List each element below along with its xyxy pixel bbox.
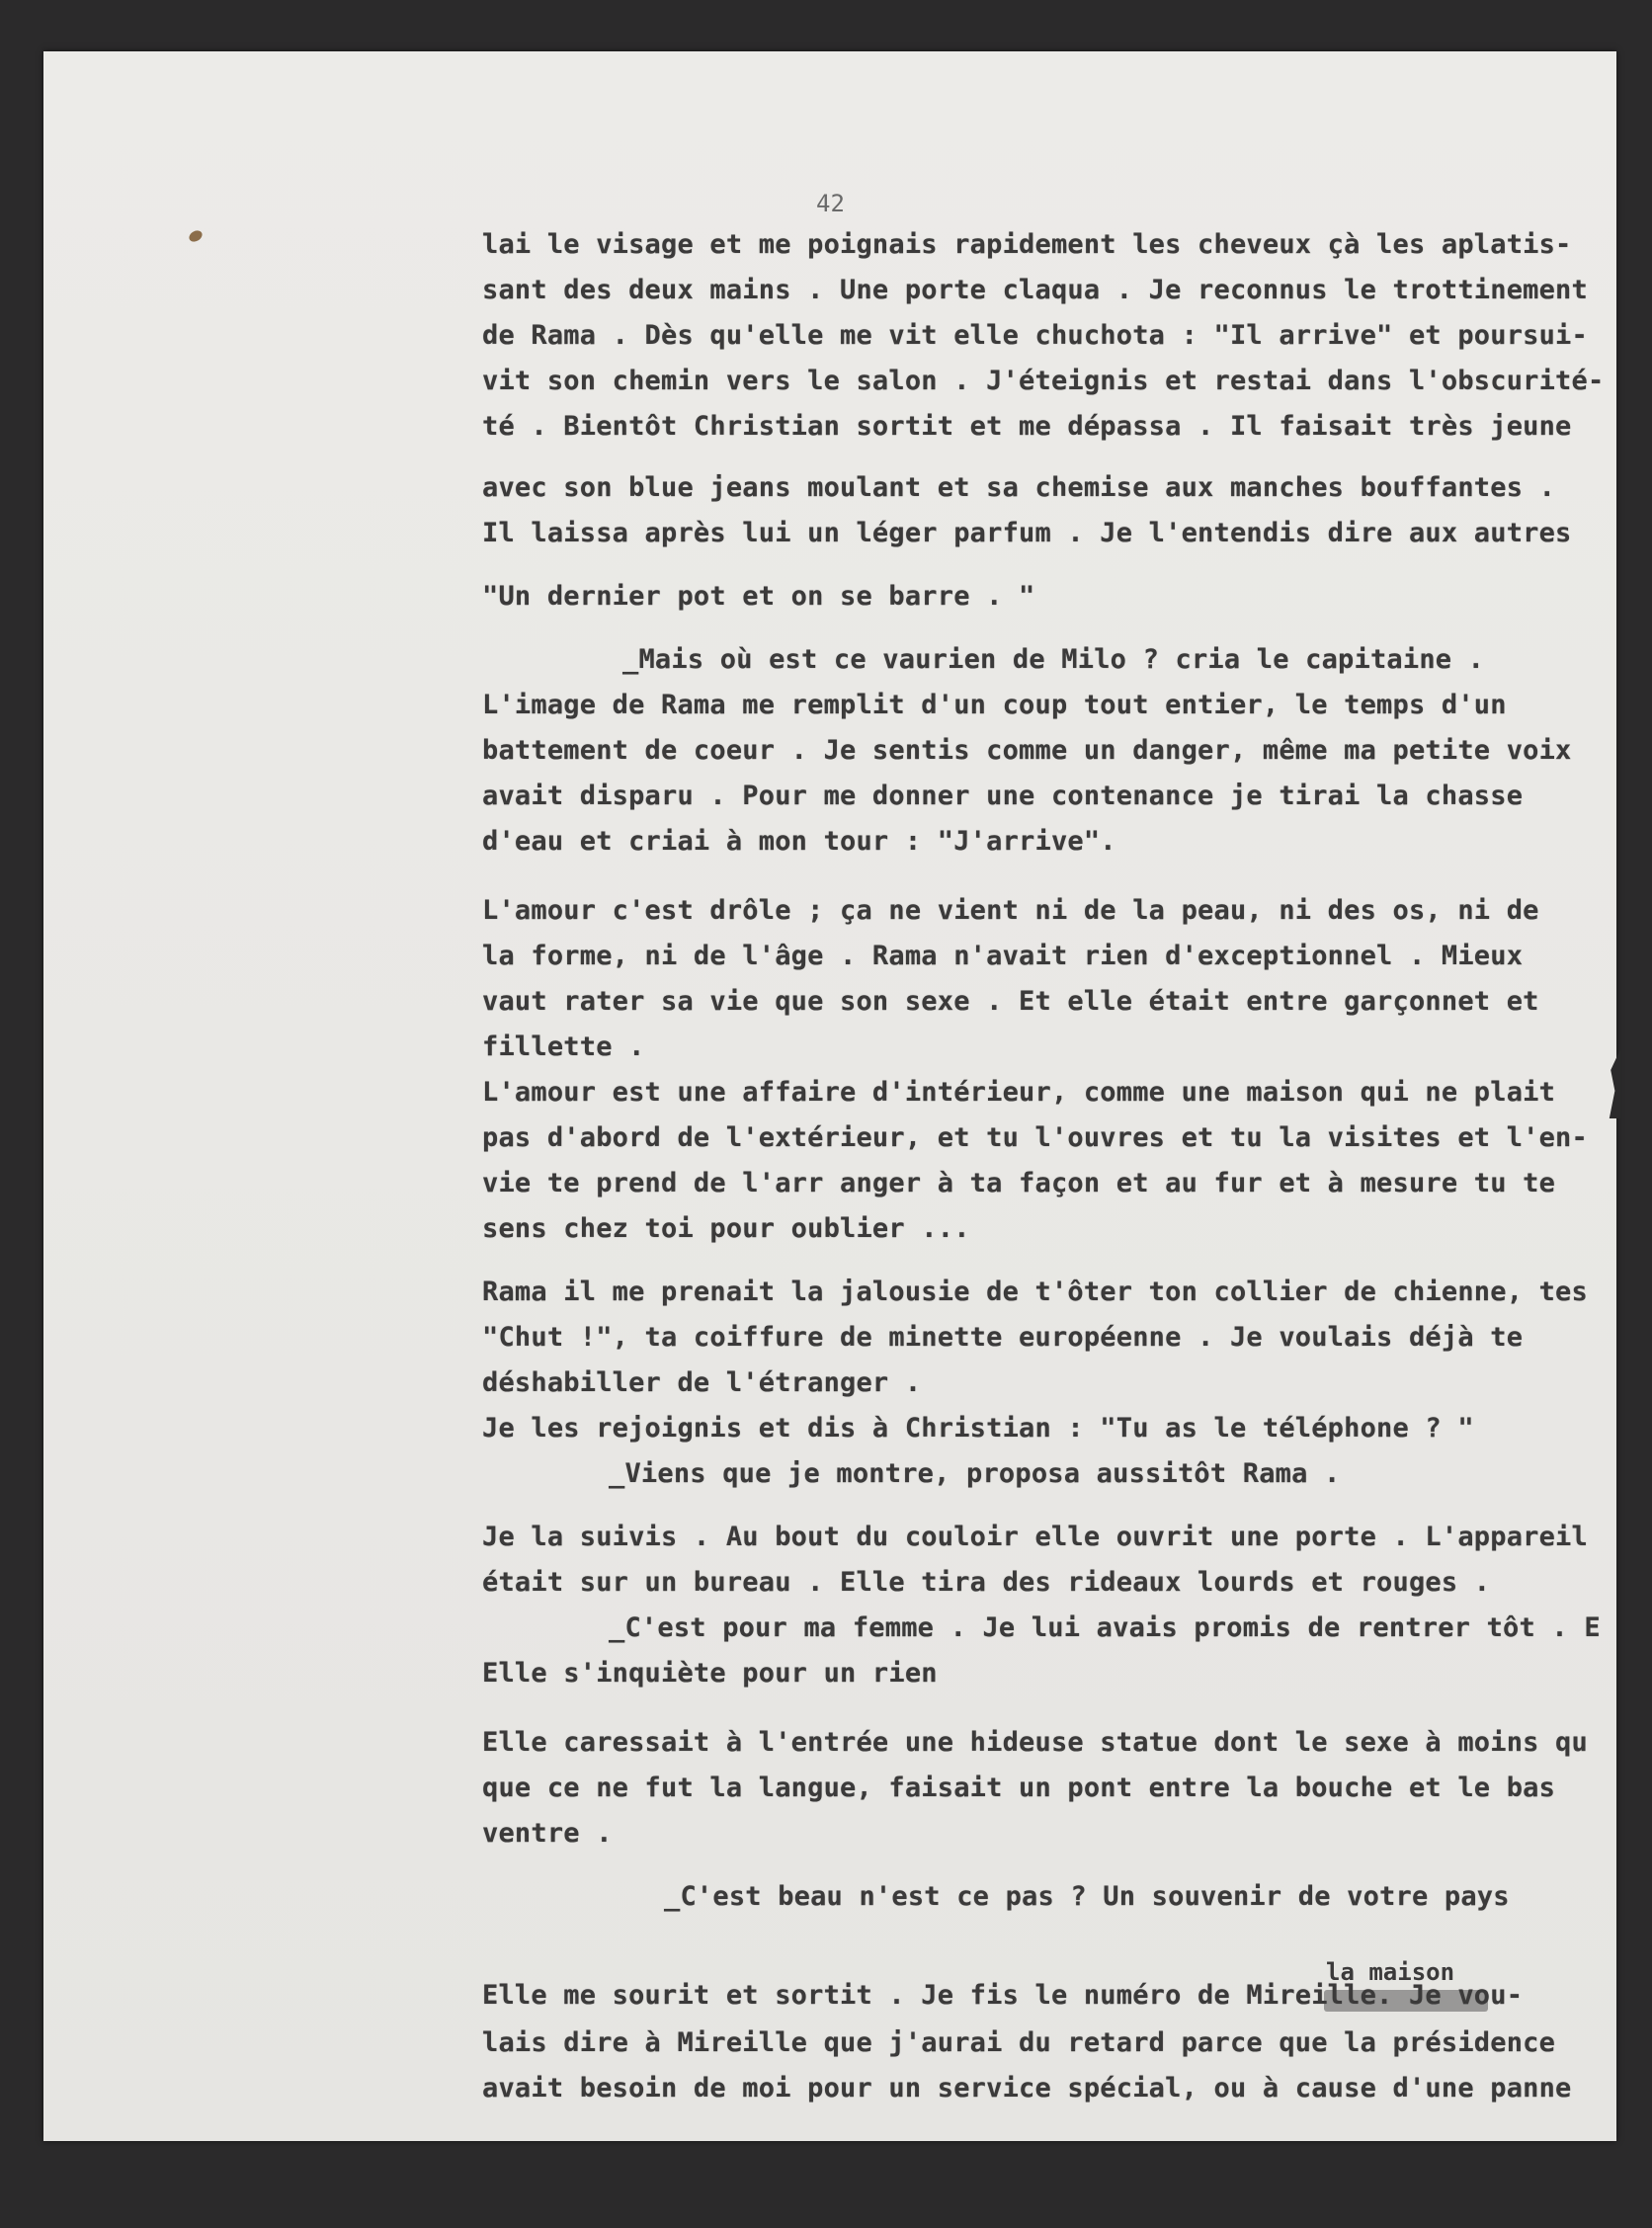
text-line: fillette .: [482, 1031, 645, 1062]
text-line: pas d'abord de l'extérieur, et tu l'ouvres et tu la visites et l'en-: [482, 1122, 1588, 1153]
text-line: L'amour c'est drôle ; ça ne vient ni de la peau, ni des os, ni de: [482, 895, 1539, 926]
text-line: de Rama . Dès qu'elle me vit elle chuchota : "Il arrive" et poursui-: [482, 320, 1588, 351]
text-line: que ce ne fut la langue, faisait un pont entre la bouche et le bas: [482, 1773, 1556, 1803]
text-line: "Chut !", ta coiffure de minette européenne . Je voulais déjà te: [482, 1322, 1524, 1353]
text-line: était sur un bureau . Elle tira des rideaux lourds et rouges .: [482, 1567, 1491, 1598]
text-line: "Un dernier pot et on se barre . ": [482, 581, 1035, 612]
text-line: lais dire à Mireille que j'aurai du retard parce que la présidence: [482, 2027, 1556, 2058]
text-line: déshabiller de l'étranger .: [482, 1367, 922, 1398]
text-line: L'image de Rama me remplit d'un coup tout entier, le temps d'un: [482, 690, 1507, 720]
text-line: Je les rejoignis et dis à Christian : "Tu as le téléphone ? ": [482, 1413, 1474, 1444]
page-number: 42: [816, 190, 845, 217]
dialogue-line: _C'est beau n'est ce pas ? Un souvenir de votre pays: [664, 1881, 1510, 1912]
typewritten-page: [43, 51, 1616, 2141]
text-line: Elle caressait à l'entrée une hideuse statue dont le sexe à moins qu: [482, 1727, 1588, 1758]
text-line: la forme, ni de l'âge . Rama n'avait rien d'exceptionnel . Mieux: [482, 941, 1524, 971]
handwritten-insertion: la maison: [1326, 1958, 1455, 1986]
dialogue-line: _Mais où est ce vaurien de Milo ? cria le capitaine .: [622, 644, 1485, 675]
text-line: sens chez toi pour oublier ...: [482, 1213, 970, 1244]
text-line: L'amour est une affaire d'intérieur, comme une maison qui ne plait: [482, 1077, 1556, 1108]
text-line: avec son blue jeans moulant et sa chemise aux manches bouffantes .: [482, 472, 1556, 503]
text-line: Je la suivis . Au bout du couloir elle ouvrit une porte . L'appareil: [482, 1522, 1588, 1552]
text-line: té . Bientôt Christian sortit et me dépassa . Il faisait très jeune: [482, 411, 1572, 442]
paper-stain: [187, 228, 204, 244]
text-line: Il laissa après lui un léger parfum . Je l'entendis dire aux autres: [482, 518, 1572, 548]
text-line: Rama il me prenait la jalousie de t'ôter ton collier de chienne, tes: [482, 1277, 1588, 1307]
text-line: battement de coeur . Je sentis comme un danger, même ma petite voix: [482, 735, 1572, 766]
text-line: sant des deux mains . Une porte claqua . Je reconnus le trottinement: [482, 275, 1588, 305]
text-line: Elle s'inquiète pour un rien: [482, 1658, 938, 1689]
text-line: vie te prend de l'arr anger à ta façon et au fur et à mesure tu te: [482, 1168, 1556, 1198]
torn-edge: [1607, 1049, 1620, 1118]
text-line: Elle me sourit et sortit . Je fis le numéro de Mireille. Je vou-: [482, 1980, 1524, 2011]
text-line: avait besoin de moi pour un service spécial, ou à cause d'une panne: [482, 2073, 1572, 2104]
text-line: vit son chemin vers le salon . J'éteignis et restai dans l'obscurité-: [482, 366, 1605, 396]
dialogue-line: _C'est pour ma femme . Je lui avais promis de rentrer tôt . E: [609, 1612, 1601, 1643]
text-line: ventre .: [482, 1818, 613, 1849]
text-line: lai le visage et me poignais rapidement les cheveux çà les aplatis-: [482, 229, 1572, 260]
text-line: vaut rater sa vie que son sexe . Et elle était entre garçonnet et: [482, 986, 1539, 1017]
text-line: d'eau et criai à mon tour : "J'arrive".: [482, 826, 1116, 857]
text-line: avait disparu . Pour me donner une contenance je tirai la chasse: [482, 781, 1524, 811]
dialogue-line: _Viens que je montre, proposa aussitôt Rama .: [609, 1458, 1341, 1489]
